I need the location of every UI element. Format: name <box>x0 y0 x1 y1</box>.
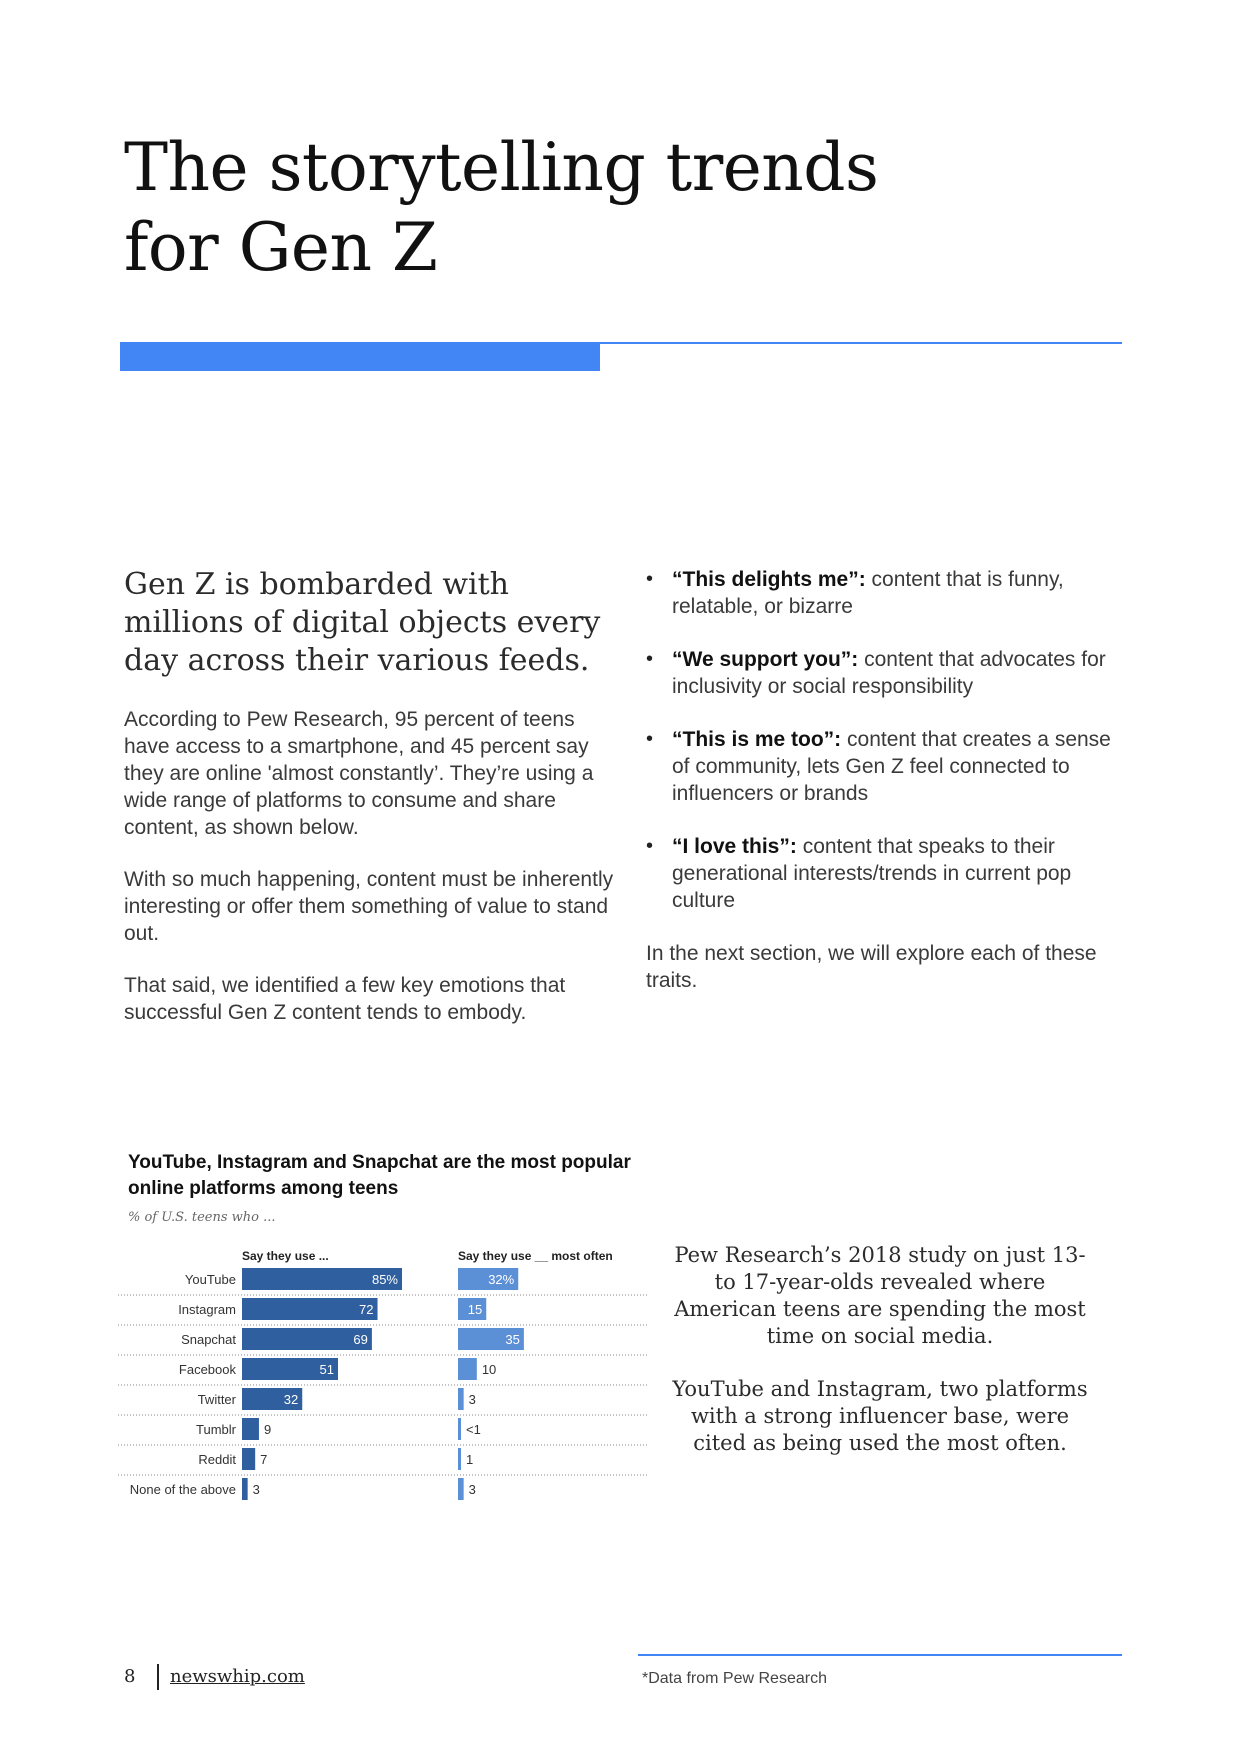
data-label: 72 <box>359 1302 374 1317</box>
series-header: Say they use __ most often <box>458 1249 613 1263</box>
trait-item <box>646 646 1126 700</box>
chart-title: YouTube, Instagram and Snapchat are the most popular online platforms among teens <box>128 1152 631 1199</box>
category-label: Instagram <box>178 1302 236 1317</box>
bar <box>242 1478 248 1500</box>
intro-lead: Gen Z is bombarded with millions of digital objects every day across their various feeds. <box>124 567 601 678</box>
bar <box>458 1418 461 1440</box>
intro-paragraph-3: That said, we identified a few key emotions that successful Gen Z content tends to embody. <box>124 974 566 1024</box>
footer-rule <box>638 1654 1122 1656</box>
trait-text: content that is funny, relatable, or bizarre <box>672 568 1064 618</box>
chart-commentary <box>672 1242 1088 1483</box>
bar <box>242 1448 255 1470</box>
data-label: 1 <box>466 1452 474 1467</box>
trait-text: content that advocates for inclusivity or social responsibility <box>672 648 1106 698</box>
platform-usage-chart <box>118 1150 648 1520</box>
data-label: 32% <box>488 1272 515 1287</box>
bar <box>242 1418 259 1440</box>
chart-plot <box>118 1150 648 1520</box>
category-label: Reddit <box>198 1452 236 1467</box>
traits-list <box>646 566 1126 940</box>
data-label: 85% <box>371 1272 398 1287</box>
data-label: 10 <box>481 1362 497 1377</box>
next-section-note: In the next section, we will explore each of these traits. <box>646 942 1097 992</box>
data-label: 69 <box>353 1332 368 1347</box>
data-label: 9 <box>263 1422 272 1437</box>
trait-label: “I love this”: <box>672 835 797 858</box>
intro-paragraph-1: According to Pew Research, 95 percent of teens have access to a smartphone, and 45 percent say they are online 'almost constantly’. They’re using a wide range of platforms to consume and share content, as shown below. <box>124 708 594 839</box>
data-label: 35 <box>505 1332 520 1347</box>
series-header: Say they use ... <box>242 1249 329 1263</box>
bar <box>458 1358 477 1380</box>
data-label: 51 <box>319 1362 334 1377</box>
data-label: 3 <box>252 1482 260 1497</box>
bar <box>242 1328 372 1350</box>
intro-paragraph-2: With so much happening, content must be inherently interesting or offer them something of value to stand out. <box>124 868 614 945</box>
category-label: YouTube <box>184 1272 236 1287</box>
category-label: Tumblr <box>196 1422 236 1437</box>
commentary-paragraph-1: Pew Research’s 2018 study on just 13-to 17-year-olds revealed where American teens are spending the most time on social media. <box>674 1243 1086 1348</box>
trait-text: content that creates a sense of community, lets Gen Z feel connected to influencers or brands <box>672 728 1111 805</box>
bar <box>242 1298 378 1320</box>
data-label: 3 <box>468 1392 476 1407</box>
site-link[interactable]: newswhip.com <box>170 1666 305 1687</box>
footer-separator <box>157 1664 159 1690</box>
data-label: 7 <box>260 1452 268 1467</box>
data-label: 3 <box>468 1482 476 1497</box>
data-label: <1 <box>466 1422 481 1437</box>
accent-rule <box>600 342 1122 344</box>
trait-label: “We support you”: <box>672 648 859 671</box>
accent-bar <box>120 342 600 371</box>
commentary-paragraph-2: YouTube and Instagram, two platforms with a strong influencer base, were cited as being used the most often. <box>672 1377 1088 1455</box>
title-line-1: The storytelling trends <box>124 129 879 206</box>
trait-label: “This is me too”: <box>672 728 842 751</box>
bar <box>458 1388 464 1410</box>
category-label: Twitter <box>197 1392 236 1407</box>
bar <box>458 1478 464 1500</box>
data-label: 15 <box>467 1302 483 1317</box>
data-label: 32 <box>283 1392 299 1407</box>
page-number: 8 <box>124 1666 136 1687</box>
chart-subtitle: % of U.S. teens who ... <box>128 1210 276 1225</box>
page-title <box>124 128 884 288</box>
trait-item <box>646 726 1126 807</box>
trait-text: content that speaks to their generational interests/trends in current pop culture <box>672 835 1072 912</box>
trait-item <box>646 566 1126 620</box>
bar <box>458 1448 461 1470</box>
title-line-2: for Gen Z <box>124 209 438 286</box>
footnote: *Data from Pew Research <box>642 1670 827 1687</box>
category-label: None of the above <box>129 1482 236 1497</box>
trait-item <box>646 833 1126 914</box>
category-label: Facebook <box>178 1362 236 1377</box>
trait-label: “This delights me”: <box>672 568 866 591</box>
category-label: Snapchat <box>181 1332 236 1347</box>
